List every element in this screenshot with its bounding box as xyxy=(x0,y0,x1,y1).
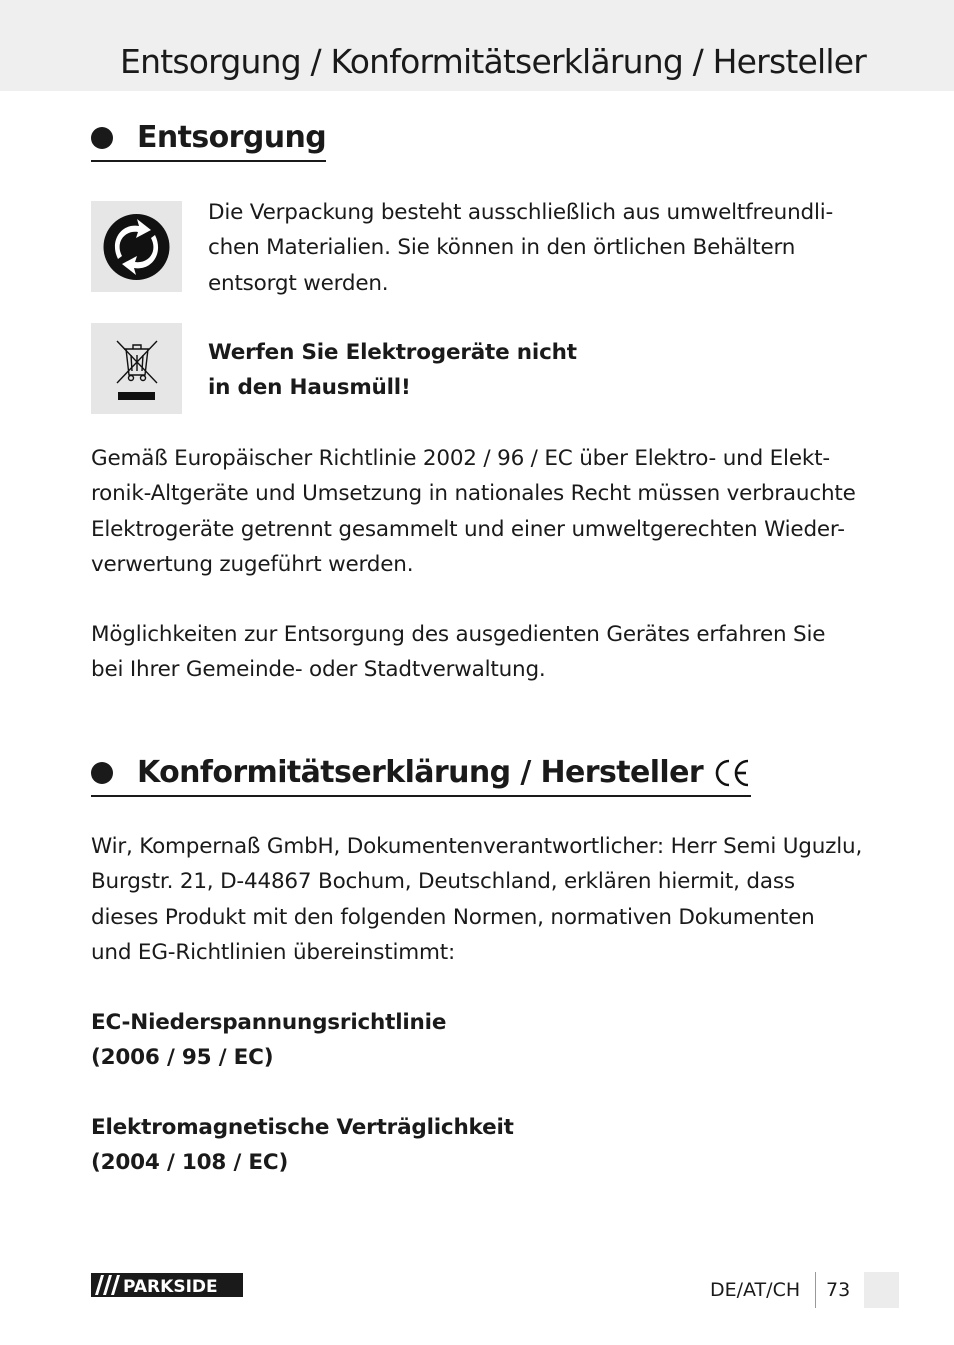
bullet-icon xyxy=(91,762,113,784)
crossed-out-wheelie-bin-icon xyxy=(91,323,182,414)
text-line: chen Materialien. Sie können in den örtlichen Behältern xyxy=(208,235,796,261)
text-line: und EG-Richtlinien übereinstimmt: xyxy=(91,939,456,965)
declaration-paragraph xyxy=(91,829,891,970)
text-line: Die Verpackung besteht ausschließlich aus umweltfreundli- xyxy=(208,200,834,225)
footer-divider xyxy=(815,1272,816,1308)
text-line: entsorgt werden. xyxy=(208,270,389,296)
directive-name: Elektromagnetische Verträglichkeit xyxy=(91,1115,514,1140)
text-line: verwertung zugeführt werden. xyxy=(91,551,414,577)
directive-low-voltage xyxy=(91,1005,881,1076)
text-line: in den Hausmüll! xyxy=(208,375,411,401)
brand-text: PARKSIDE xyxy=(123,1277,218,1297)
text-line: dieses Produkt mit den folgenden Normen, normativen Dokumenten xyxy=(91,904,815,930)
text-line: Elektrogeräte getrennt gesammelt und einer umweltgerechten Wieder- xyxy=(91,516,845,542)
page-number: 73 xyxy=(826,1279,851,1301)
directive-paragraph xyxy=(91,441,881,582)
disposal-heading: Entsorgung xyxy=(137,120,327,155)
warning-text xyxy=(208,335,768,406)
text-line: ronik-Altgeräte und Umsetzung in nationales Recht müssen verbrauchte xyxy=(91,481,856,507)
green-dot-recycling-icon xyxy=(91,201,182,292)
disposal-options-paragraph xyxy=(91,617,881,688)
bullet-icon xyxy=(91,127,113,149)
directive-name: EC-Niederspannungsrichtlinie xyxy=(91,1010,447,1035)
text-line: Gemäß Europäischer Richtlinie 2002 / 96 / EC über Elektro- und Elekt- xyxy=(91,446,830,471)
section-heading-conformity xyxy=(91,753,751,797)
packaging-text xyxy=(208,195,888,301)
language-codes: DE/AT/CH xyxy=(710,1279,801,1301)
section-heading-disposal xyxy=(91,118,326,162)
text-line: Wir, Kompernaß GmbH, Dokumentenverantwortlicher: Herr Semi Uguzlu, xyxy=(91,834,863,859)
text-line: Werfen Sie Elektrogeräte nicht xyxy=(208,340,577,365)
ce-mark-icon xyxy=(713,756,751,790)
directive-code: (2006 / 95 / EC) xyxy=(91,1045,274,1071)
directive-code: (2004 / 108 / EC) xyxy=(91,1150,289,1176)
text-line: Möglichkeiten zur Entsorgung des ausgedienten Gerätes erfahren Sie xyxy=(91,622,826,647)
conformity-heading: Konformitätserklärung / Hersteller xyxy=(137,755,704,790)
text-line: Burgstr. 21, D-44867 Bochum, Deutschland, erklären hiermit, dass xyxy=(91,869,795,895)
text-line: bei Ihrer Gemeinde- oder Stadtverwaltung. xyxy=(91,657,546,683)
parkside-logo xyxy=(91,1273,243,1301)
footer-tab xyxy=(864,1272,899,1308)
page-title: Entsorgung / Konformitätserklärung / Hersteller xyxy=(120,42,866,81)
directive-emc xyxy=(91,1110,881,1181)
